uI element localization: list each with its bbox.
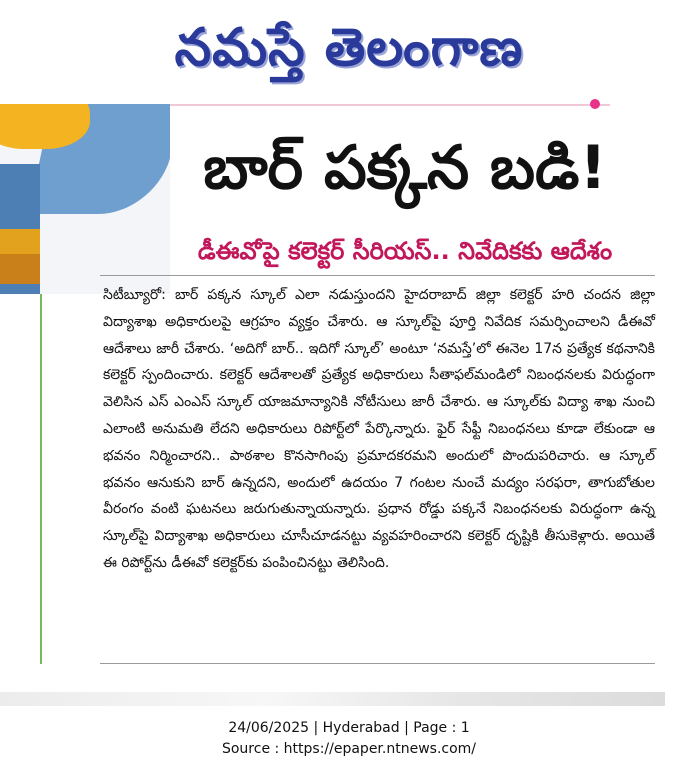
divider	[100, 663, 655, 664]
headline: బార్ పక్కన బడి!	[203, 133, 607, 203]
source-link[interactable]: Source : https://epaper.ntnews.com/	[221, 741, 477, 757]
subheadline: డీఈవోపై కలెక్టర్ సీరియస్.. నివేదికకు ఆదేశం	[197, 237, 613, 265]
footer	[0, 718, 698, 760]
accent-dot-icon	[590, 99, 600, 109]
next-article-image-strip	[0, 692, 665, 706]
article-body: సిటీబ్యూరో: బార్ పక్కన స్కూల్ ఎలా నడుస్తుందని హైదరాబాద్ జిల్లా కలెక్టర్ హరి చందన జిల్లా విద్యాశాఖ అధికారులపై ఆగ్రహం వ్యక్తం చేశారు. ఆ స్కూల్‌పై పూర్తి నివేదిక సమర్పించాలని డీఈవో ఆదేశాలు జారీ చేశారు. ‘అదిగో బార్.. ఇదిగో స్కూల్’ అంటూ ‘నమస్తే’లో ఈనెల 17న ప్రత్యేక కథనానికి కలెక్టర్ స్పందించారు. కలెక్టర్ ఆదేశాలతో ప్రత్యేక అధికారులు సీతాఫల్‌మండిలో నిబంధనలకు విరుద్ధంగా వెలిసిన ఎస్ ఎంఎస్ స్కూల్ యాజమాన్యానికి నోటీసులు జారీ చేశారు. ఆ స్కూల్‌కు విద్యా శాఖ నుంచి ఎలాంటి అనుమతి లేదని అధికారులు రిపోర్ట్‌లో పేర్కొన్నారు. ఫైర్ సేఫ్టీ నిబంధనలు కూడా లేకుండా ఆ భవనం నిర్మించారని.. పాఠశాల కొనసాగింపు ప్రమాదకరమని అందులో పొందుపరిచారు. ఆ స్కూల్ భవనం ఆనుకుని బార్ ఉన్నదని, అందులో ఉదయం 7 గంటల నుంచే మద్యం సరఫరా, తాగుబోతుల వీరంగం వంటి ఘటనలు జరుగుతున్నాయన్నారు. ప్రధాన రోడ్డు పక్కనే నిబంధనలకు విరుద్ధంగా ఉన్న స్కూల్‌పై విద్యాశాఖ అధికారులు చూసీచూడనట్టు వ్యవహరించారని కలెక్టర్ దృష్టికి తీసుకెళ్లారు. అయితే ఈ రిపోర్ట్‌ను డీఈవో కలెక్టర్‌కు పంపించినట్టు తెలిసింది.	[103, 287, 655, 571]
newspaper-logo: నమస్తే తెలంగాణ	[174, 18, 524, 78]
worker-helmet-photo	[0, 104, 170, 294]
masthead	[0, 0, 698, 98]
news-clipping	[0, 104, 665, 692]
edition-info: 24/06/2025 | Hyderabad | Page : 1	[228, 720, 470, 736]
adjacent-column-edge	[0, 294, 42, 664]
top-divider	[170, 104, 610, 106]
divider	[100, 275, 655, 276]
